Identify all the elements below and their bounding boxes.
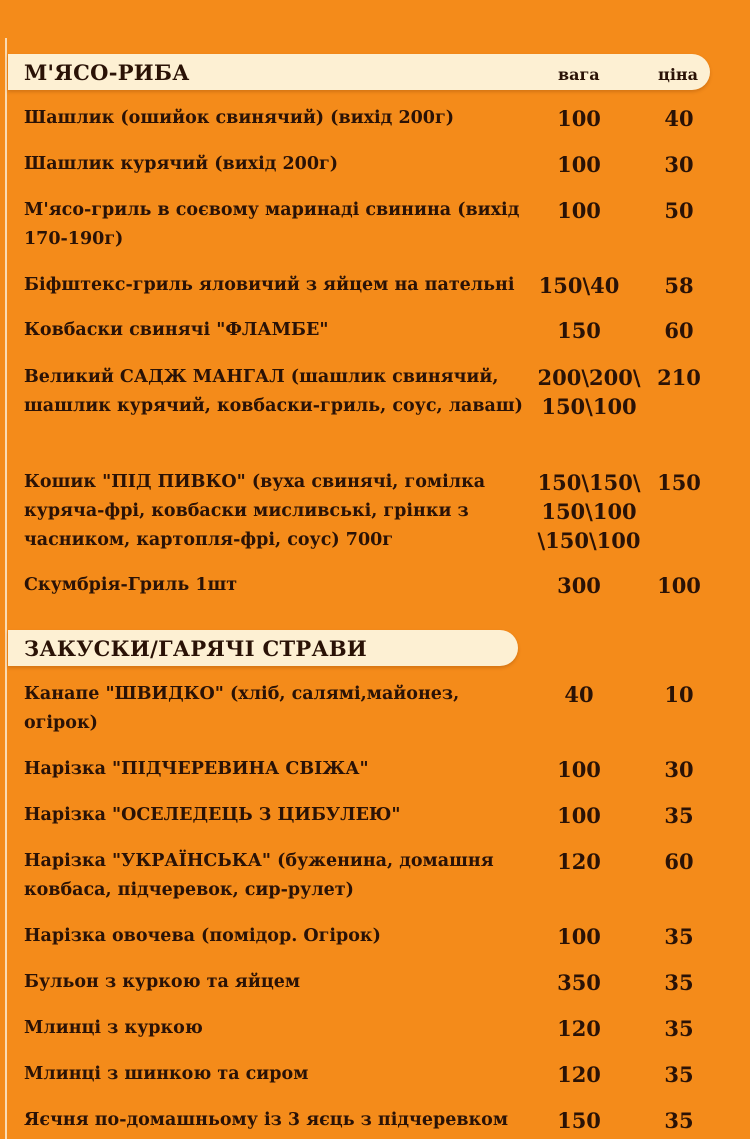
item-price: 150 — [657, 470, 701, 495]
item-name: Великий САДЖ МАНГАЛ (шашлик свинячий, шашлик курячий, ковбаски-гриль, соус, лаваш) — [24, 367, 523, 416]
item-name: Шашлик курячий (вихід 200г) — [24, 154, 339, 174]
item-weight: 150\40 — [538, 273, 620, 298]
item-name: Нарізка "УКРАЇНСЬКА" (буженина, домашня ковбаса, підчеревок, сир-рулет) — [24, 851, 494, 900]
section-header-meat-fish — [8, 54, 710, 90]
item-name: Кошик "ПІД ПИВКО" (вуха свинячі, гомілка куряча-фрі, ковбаски мисливські, грінки з часником, картопля-фрі, соус) 700г — [24, 472, 486, 550]
item-name: Канапе "ШВИДКО" (хліб, салямі,майонез, огірок) — [24, 684, 460, 733]
item-price: 30 — [664, 152, 694, 177]
item-name: Скумбрія-Гриль 1шт — [24, 575, 238, 595]
item-name: Нарізка "ПІДЧЕРЕВИНА СВІЖА" — [24, 759, 369, 779]
item-name: Біфштекс-гриль яловичий з яйцем на пательні — [24, 275, 515, 295]
item-price: 35 — [664, 924, 694, 949]
item-weight: 100 — [557, 152, 601, 177]
item-weight: 300 — [557, 573, 601, 598]
item-weight: 120 — [557, 1062, 601, 1087]
item-weight: 40 — [564, 682, 594, 707]
price-column-label: ціна — [658, 65, 698, 84]
section-header-snacks-hot-dishes — [8, 630, 518, 666]
item-weight: 100 — [557, 803, 601, 828]
item-weight: 150 — [557, 318, 601, 343]
item-price: 50 — [664, 198, 694, 223]
item-weight: 120 — [557, 849, 601, 874]
left-edge-rule — [5, 38, 7, 1139]
item-weight: 150\150\ 150\100 \150\100 — [537, 470, 641, 553]
item-price: 210 — [657, 365, 701, 390]
item-weight: 100 — [557, 924, 601, 949]
item-price: 60 — [664, 318, 694, 343]
item-name: Яєчня по-домашньому із 3 яєць з підчеревком — [24, 1110, 509, 1130]
item-price: 35 — [664, 1062, 694, 1087]
item-price: 35 — [664, 970, 694, 995]
item-name: Шашлик (ошийок свинячий) (вихід 200г) — [24, 108, 454, 128]
item-price: 35 — [664, 1108, 694, 1133]
item-weight: 200\200\ 150\100 — [537, 365, 641, 419]
section-title: М'ЯСО-РИБА — [24, 60, 190, 85]
item-price: 60 — [664, 849, 694, 874]
weight-column-label: вага — [558, 65, 600, 84]
item-weight: 350 — [557, 970, 601, 995]
item-name: Нарізка овочева (помідор. Огірок) — [24, 926, 381, 946]
item-weight: 150 — [557, 1108, 601, 1133]
item-price: 100 — [657, 573, 701, 598]
item-price: 35 — [664, 803, 694, 828]
item-price: 10 — [664, 682, 694, 707]
section-title: ЗАКУСКИ/ГАРЯЧІ СТРАВИ — [24, 636, 368, 661]
item-price: 58 — [664, 273, 694, 298]
item-price: 35 — [664, 1016, 694, 1041]
item-weight: 100 — [557, 106, 601, 131]
item-weight: 120 — [557, 1016, 601, 1041]
item-weight: 100 — [557, 757, 601, 782]
item-price: 40 — [664, 106, 694, 131]
item-name: М'ясо-гриль в соєвому маринаді свинина (вихід 170-190г) — [24, 200, 520, 249]
item-price: 30 — [664, 757, 694, 782]
item-weight: 100 — [557, 198, 601, 223]
item-name: Нарізка "ОСЕЛЕДЕЦЬ З ЦИБУЛЕЮ" — [24, 805, 401, 825]
item-name: Млинці з шинкою та сиром — [24, 1064, 309, 1084]
item-name: Бульон з куркою та яйцем — [24, 972, 301, 992]
item-name: Млинці з куркою — [24, 1018, 203, 1038]
item-name: Ковбаски свинячі "ФЛАМБЕ" — [24, 320, 329, 340]
